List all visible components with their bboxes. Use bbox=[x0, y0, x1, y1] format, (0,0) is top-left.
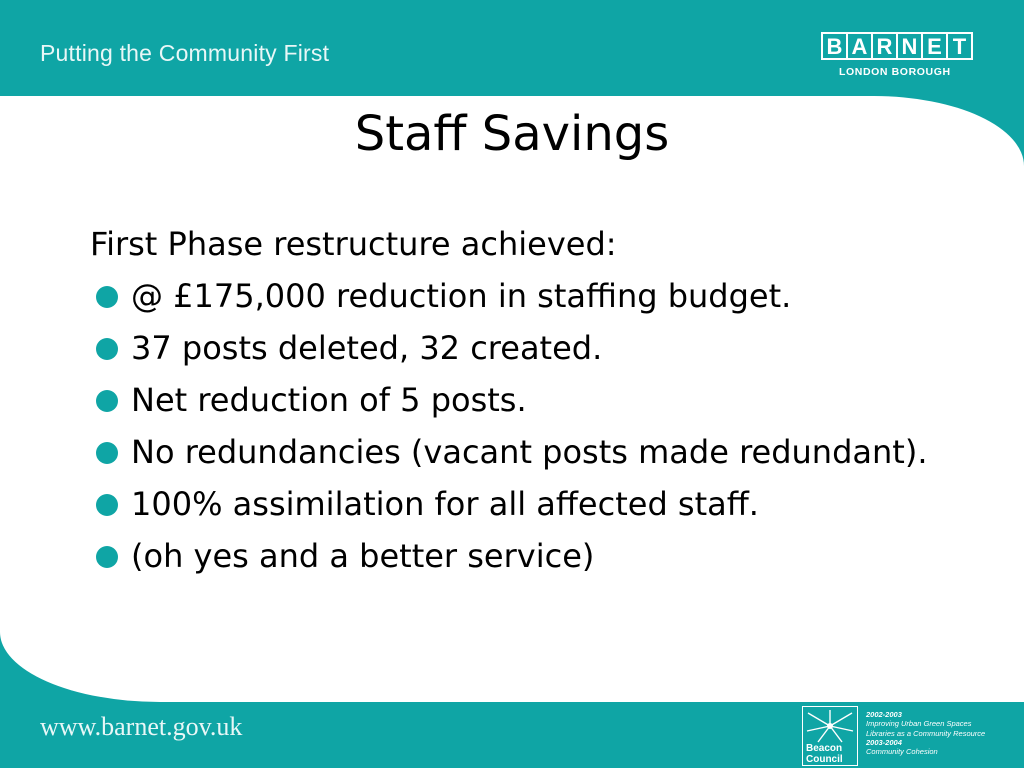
bullet-dot-icon bbox=[96, 546, 118, 568]
barnet-logo bbox=[821, 32, 985, 80]
logo-letter: B bbox=[821, 32, 848, 60]
award-year: 2003-2004 bbox=[866, 737, 902, 747]
award-line: Improving Urban Green Spaces bbox=[866, 719, 972, 729]
beacon-name-line: Beacon bbox=[806, 743, 843, 754]
bullet-dot-icon bbox=[96, 286, 118, 308]
bullet-text: 100% assimilation for all affected staff. bbox=[131, 485, 759, 523]
bullet-dot-icon bbox=[96, 494, 118, 516]
beacon-award-text bbox=[866, 710, 1021, 756]
bullet-text: No redundancies (vacant posts made redundant). bbox=[131, 433, 928, 471]
bullet-text: (oh yes and a better service) bbox=[131, 537, 595, 575]
footer-url: www.barnet.gov.uk bbox=[40, 712, 243, 741]
list-item bbox=[90, 380, 940, 420]
bullet-text: @ £175,000 reduction in staffing budget. bbox=[131, 277, 792, 315]
award-year: 2002-2003 bbox=[866, 710, 902, 719]
beacon-council-badge bbox=[802, 706, 1022, 768]
beacon-logo bbox=[802, 706, 858, 766]
list-item bbox=[90, 432, 940, 472]
logo-letter: R bbox=[871, 32, 898, 60]
list-item bbox=[90, 328, 940, 368]
logo-letter: A bbox=[846, 32, 873, 60]
bullet-list bbox=[90, 276, 940, 576]
bullet-dot-icon bbox=[96, 390, 118, 412]
logo-letter: T bbox=[946, 32, 973, 60]
list-item bbox=[90, 536, 940, 576]
beacon-name-line: Council bbox=[806, 754, 843, 765]
beacon-star-icon bbox=[805, 709, 855, 743]
list-item bbox=[90, 484, 940, 524]
list-item bbox=[90, 276, 940, 316]
slide-body bbox=[90, 224, 940, 588]
bullet-dot-icon bbox=[96, 338, 118, 360]
bullet-text: Net reduction of 5 posts. bbox=[131, 381, 527, 419]
bullet-text: 37 posts deleted, 32 created. bbox=[131, 329, 603, 367]
intro-text: First Phase restructure achieved: bbox=[90, 225, 617, 263]
barnet-logo-letters bbox=[821, 32, 971, 60]
bullet-dot-icon bbox=[96, 442, 118, 464]
header-tagline: Putting the Community First bbox=[40, 40, 330, 66]
slide-title: Staff Savings bbox=[354, 106, 670, 162]
award-line: Libraries as a Community Resource bbox=[866, 728, 986, 738]
beacon-name bbox=[806, 743, 858, 765]
logo-subtitle: LONDON BOROUGH bbox=[839, 66, 951, 78]
logo-letter: N bbox=[896, 32, 923, 60]
logo-letter: E bbox=[921, 32, 948, 60]
header-band bbox=[0, 0, 1024, 96]
award-line: Community Cohesion bbox=[866, 747, 938, 757]
